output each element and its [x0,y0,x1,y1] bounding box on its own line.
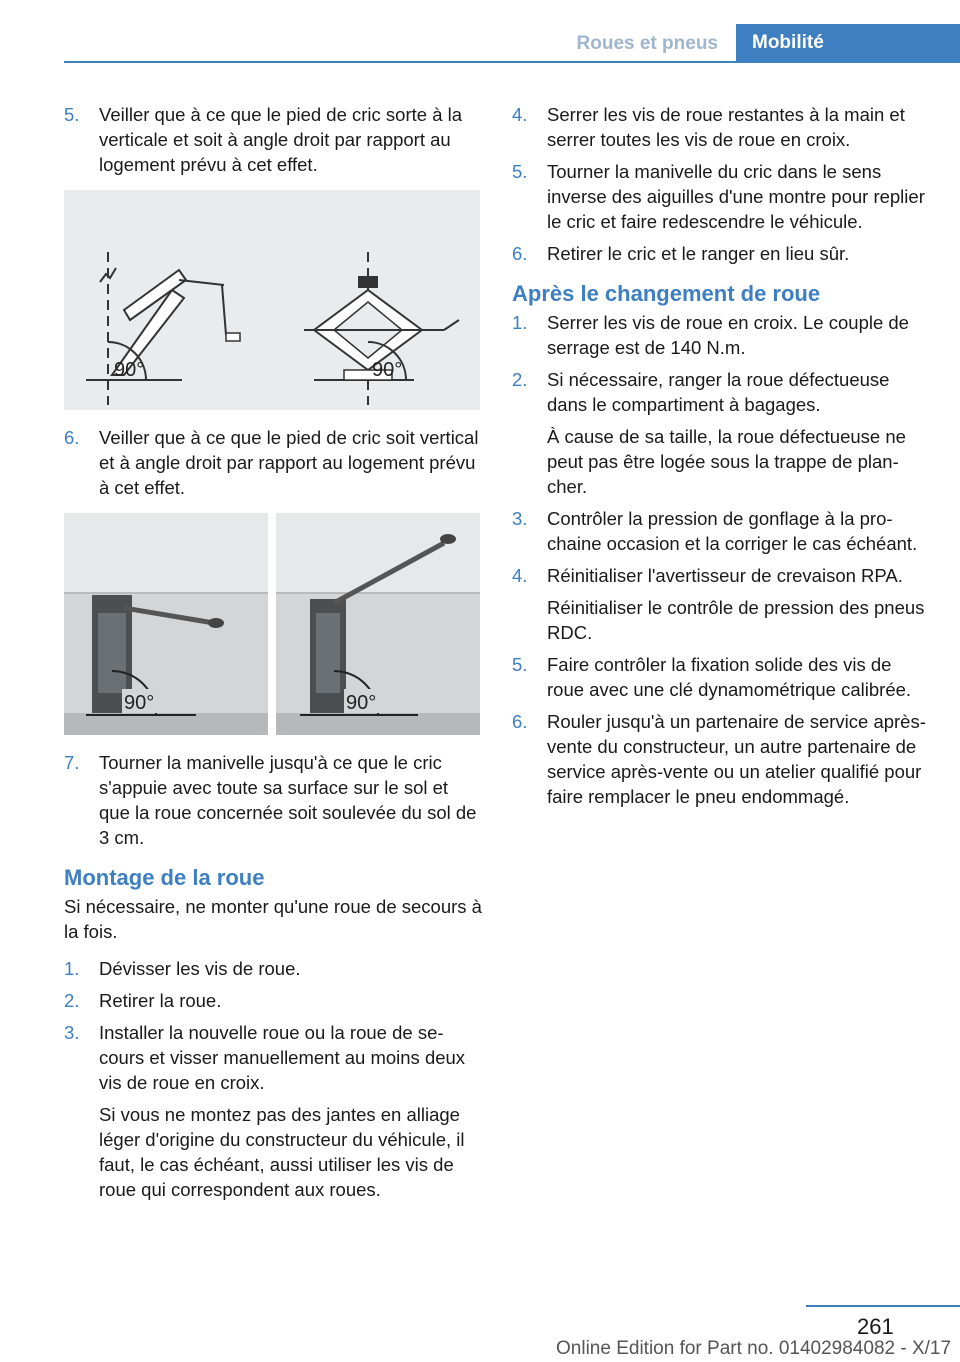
step-text: Veiller que à ce que le pied de cric sorte à la verticale et soit à angle droit par rapport au logement prévu à cet effet. [99,104,463,175]
step-text: Serrer les vis de roue restantes à la main et serrer toutes les vis de roue en croix. [547,104,905,150]
angle-label-left: 90° [114,359,145,381]
step-number: 2. [512,369,528,390]
mount-step [64,988,482,1013]
step-number: 6. [512,243,528,264]
footer-rule [806,1305,960,1307]
left-column [64,102,482,1209]
step-text: Retirer le cric et le ranger en lieu sûr. [547,243,850,264]
step-note: Si vous ne montez pas des jantes en alliage léger d'origine du constructeur du véhicule, il faut, le cas échéant, aussi utiliser les vis de roue qui correspondent aux roues. [99,1104,465,1200]
figure-jack-diagram [64,190,480,410]
figure-jack-photo [64,513,480,735]
step-5-pied-vertical [64,102,482,177]
step-text: Retirer la roue. [99,990,222,1011]
step-note: Réinitialiser le contrôle de pression des pneus RDC. [547,597,925,643]
step-number: 1. [64,958,80,979]
step-text: Tourner la manivelle jusqu'à ce que le cric s'appuie avec toute sa surface sur le sol et que la roue concernée soit soulevée du sol de 3 cm. [99,752,477,848]
after-step [512,310,932,360]
step-number: 4. [512,104,528,125]
step-text: Réinitialiser l'avertisseur de crevaison RPA. [547,565,903,586]
after-step [512,709,932,809]
step-note: À cause de sa taille, la roue défectueuse ne peut pas être logée sous la trappe de plancher. [547,426,906,497]
step-7-manivelle [64,750,482,850]
angle-label-right: 90° [372,359,403,381]
step-number: 4. [512,565,528,586]
step-text: Installer la nouvelle roue ou la roue de secours et visser manuellement au moins deux vis de roue en croix. [99,1022,466,1093]
step-number: 3. [512,508,528,529]
step-text: Faire contrôler la fixation solide des vis de roue avec une clé dynamométrique calibrée. [547,654,912,700]
jack-step [512,241,932,266]
header-rule [64,61,960,63]
header-chapter-tab: Mobilité [736,24,960,62]
jack-step [512,102,932,152]
photo-angle-right: 90° [346,692,377,714]
step-6-pied-angle [64,425,482,500]
section-heading-apres: Après le changement de roue [512,281,821,306]
after-step [512,506,932,556]
step-number: 6. [64,427,80,448]
header-section-title: Roues et pneus [576,33,718,54]
jack-angle-diagram-svg [64,190,480,410]
page-number: 261 [857,1314,894,1339]
step-number: 2. [64,990,80,1011]
after-step [512,367,932,499]
step-number: 1. [512,312,528,333]
step-number: 3. [64,1022,80,1043]
after-step [512,652,932,702]
section-intro: Si nécessaire, ne monter qu'une roue de secours à la fois. [64,896,482,942]
mount-step [64,1020,482,1202]
step-number: 7. [64,752,80,773]
jack-photo-svg [64,513,480,735]
section-heading-montage: Montage de la roue [64,865,265,890]
step-text: Contrôler la pression de gonflage à la prochaine occasion et la corriger le cas échéant. [547,508,918,554]
step-number: 5. [512,654,528,675]
mount-step [64,956,482,981]
step-number: 5. [64,104,80,125]
jack-step [512,159,932,234]
step-text: Si nécessaire, ranger la roue défectueuse dans le compartiment à bagages. [547,369,890,415]
step-text: Tourner la manivelle du cric dans le sens inverse des aiguilles d'une montre pour replier le cric et faire redescendre le véhicule. [547,161,925,232]
step-text: Rouler jusqu'à un partenaire de service après-vente du constructeur, un autre partenaire de service après-vente ou un atelier qualifié pour faire remplacer le pneu endommagé. [547,711,926,807]
after-step [512,563,932,645]
right-column [512,102,932,816]
edition-note: Online Edition for Part no. 01402984082 - X/17 [556,1338,952,1359]
step-text: Veiller que à ce que le pied de cric soit vertical et à angle droit par rapport au logement prévu à cet effet. [99,427,479,498]
photo-angle-left: 90° [124,692,155,714]
step-text: Serrer les vis de roue en croix. Le couple de serrage est de 140 N.m. [547,312,909,358]
step-number: 5. [512,161,528,182]
step-number: 6. [512,711,528,732]
step-text: Dévisser les vis de roue. [99,958,301,979]
